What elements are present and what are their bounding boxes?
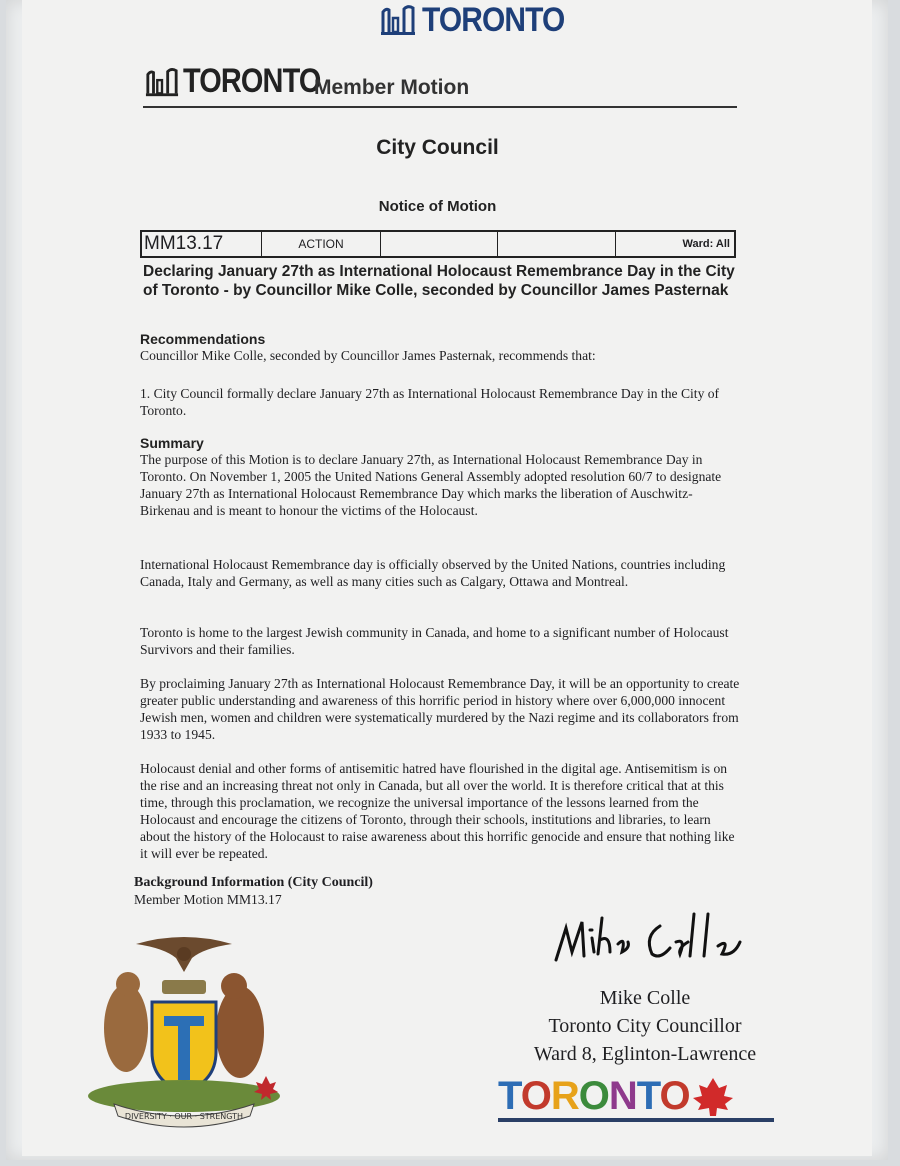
- recommendations-section: [140, 331, 740, 364]
- recommendations-heading: Recommendations: [140, 331, 266, 347]
- background-section: [134, 874, 534, 908]
- background-heading: Background Information (City Council): [134, 875, 373, 890]
- motion-title: Declaring January 27th as International Holocaust Remembrance Day in the City of Toronto - by Councillor Mike Colle, seconded by Councillor James Pasternak: [143, 263, 735, 299]
- summary-section: [140, 435, 740, 519]
- header-logo-text: TORONTO: [183, 62, 321, 100]
- summary-paragraph: Toronto is home to the largest Jewish community in Canada, and home to a significant number of Holocaust Survivors and their families.: [140, 625, 729, 657]
- toronto-sign-base: [498, 1118, 774, 1122]
- maple-leaf-icon: [690, 1076, 736, 1116]
- toronto-sign-letters: TORONTO: [498, 1074, 780, 1116]
- motion-empty-cell: [381, 232, 498, 256]
- summary-paragraph: Holocaust denial and other forms of antisemitic hatred have flourished in the digital age. Antisemitism is on the rise and an increasing threat not only in Canada, but all over the world. It is therefore critical that at this time, through this proclamation, we recognize the universal importance of the lessons learned from the Holocaust and encourage the citizens of Toronto, through their schools, institutions and libraries, to learn about the history of the Holocaust to raise awareness about this horrific genocide and ensure that nothing like it will ever be repeated.: [140, 761, 735, 861]
- recommendation-item: 1. City Council formally declare January 27th as International Holocaust Remembrance Day in the City of Toronto.: [140, 386, 720, 418]
- city-hall-icon: [380, 4, 416, 36]
- city-hall-icon: [145, 65, 179, 99]
- signatory-role: Toronto City Councillor: [548, 1015, 742, 1037]
- signatory-ward: Ward 8, Eglinton-Lawrence: [533, 1043, 757, 1065]
- motion-table: [140, 230, 736, 258]
- summary-paragraph: By proclaiming January 27th as International Holocaust Remembrance Day, it will be an opportunity to create greater public understanding and awareness of this horrific period in history where over 6,000,000 innocent Jewish men, women and children were systematically murdered by the Nazi regime and its collaborators from 1933 to 1945.: [140, 676, 740, 742]
- recommendations-intro: Councillor Mike Colle, seconded by Councillor James Pasternak, recommends that:: [140, 348, 596, 363]
- header-divider: [143, 106, 737, 108]
- page-title: Member Motion: [314, 76, 470, 99]
- signatory-name: Mike Colle: [599, 987, 691, 1009]
- motion-empty-cell: [498, 232, 616, 256]
- summary-paragraph: The purpose of this Motion is to declare January 27th, as International Holocaust Remembrance Day in Toronto. On November 1, 2005 the United Nations General Assembly adopted resolution 60/7 to designate January 27th as International Holocaust Remembrance Day which marks the liberation of Auschwitz-Birkenau and is meant to honour the victims of the Holocaust.: [140, 452, 722, 518]
- top-logo-text: TORONTO: [422, 0, 565, 39]
- toronto-sign-logo: [498, 1074, 780, 1124]
- crest-motto: DIVERSITY · OUR · STRENGTH: [124, 1112, 244, 1121]
- signature-mark: [548, 908, 748, 974]
- motion-type: ACTION: [262, 232, 381, 256]
- coat-of-arms: [84, 932, 284, 1128]
- council-heading: City Council: [376, 136, 499, 159]
- signature: [548, 908, 748, 974]
- summary-paragraph: International Holocaust Remembrance day is officially observed by the United Nations, countries including Canada, Italy and Germany, as well as many cities such as Calgary, Ottawa and Montreal.: [140, 557, 726, 589]
- coat-of-arms-icon: [84, 932, 284, 1128]
- background-item: Member Motion MM13.17: [134, 892, 282, 907]
- motion-ward: Ward: All: [682, 238, 730, 250]
- top-toronto-logo: [380, 0, 584, 40]
- notice-heading: Notice of Motion: [378, 198, 497, 215]
- motion-id: MM13.17: [142, 232, 262, 256]
- summary-heading: Summary: [140, 435, 204, 451]
